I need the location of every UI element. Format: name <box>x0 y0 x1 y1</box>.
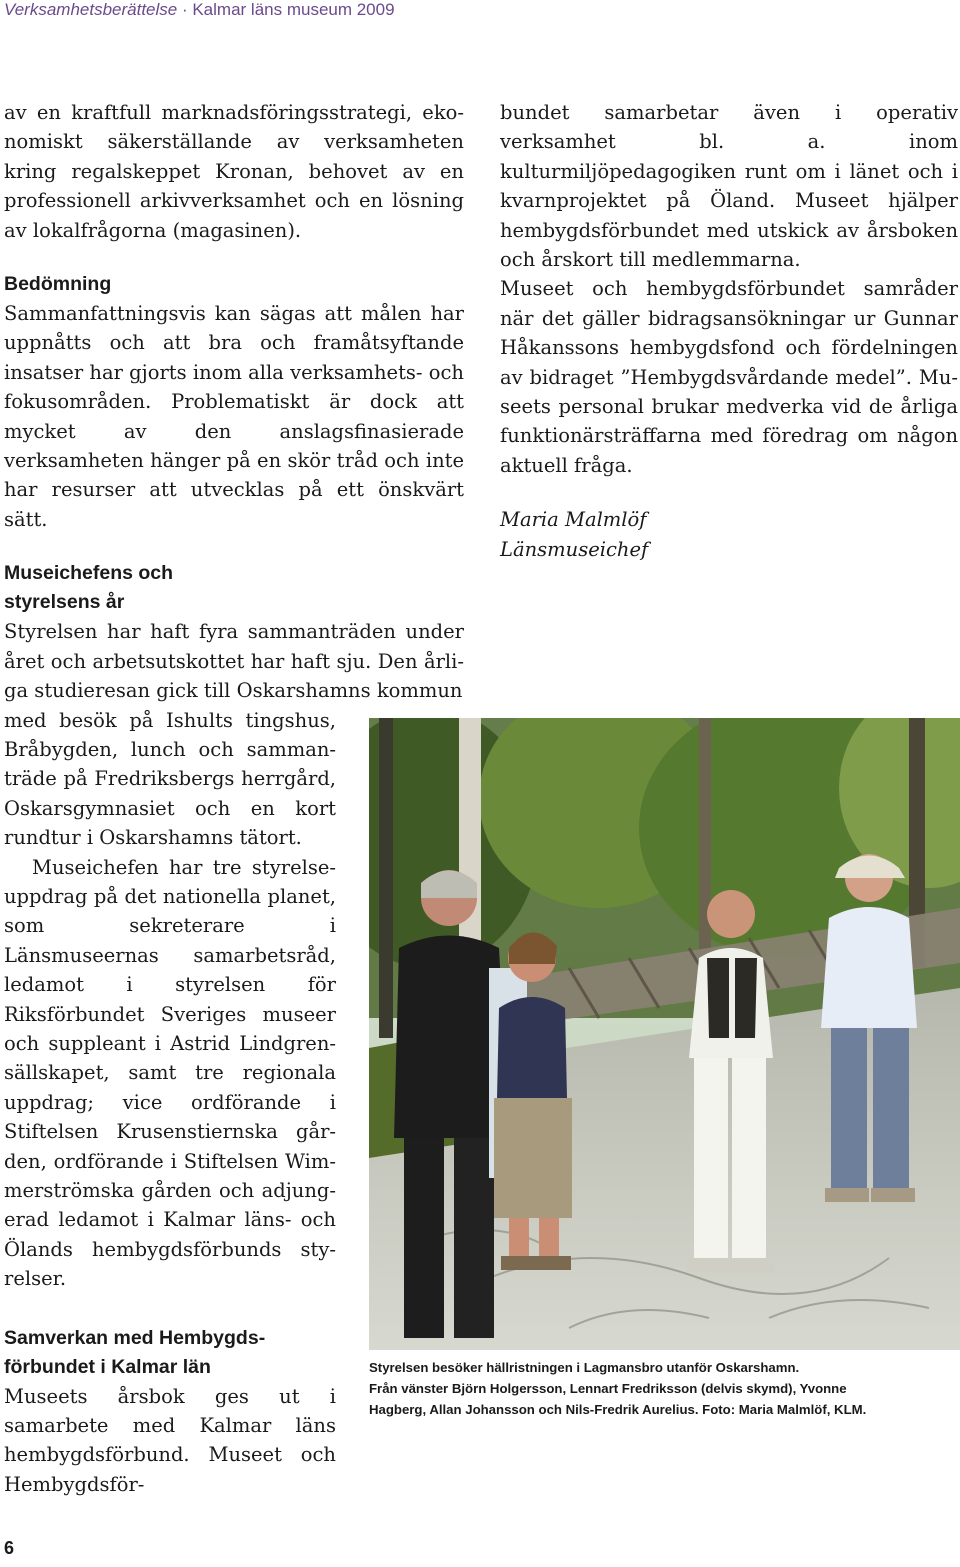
caption-line-1: Styrelsen besöker hällristningen i Lagmansbro utanför Oskarshamn. <box>369 1360 800 1375</box>
header-separator: · <box>177 0 193 19</box>
running-header <box>4 0 395 20</box>
board-paragraph-narrow: med besök på Ishults tingshus, Bråbygden, lunch och sammanträde på Fredriksbergs herrgård, Oskarsgymnasiet och en kort rundtur i Oskarshamns tätort. <box>4 708 336 850</box>
assessment-paragraph: Sammanfattningsvis kan sägas att målen har uppnåtts och att bra och framåtsyftande insatser har gjorts inom alla verksamhets- och fokusområden. Problematiskt är dock att mycket av den anslagsfinasierade verksamheten hänger på en skör tråd och inte har resurser att utvecklas på ett önskvärt sätt. <box>4 302 464 531</box>
director-paragraph: Museichefen har tre styrelseuppdrag på det nationella planet, som sekreterare i Länsmuseernas samarbetsråd, ledamot i styrelsen för Riksförbundet Sveriges museer och suppleant i Astrid Lindgren-sällskapet, samt tre regionala uppdrag; vice ordförande i Stiftelsen Krusenstiernska gården, ordförande i Stiftelsen Wimmerströmska gården och adjungerad ledamot i Kalmar läns- och Ölands hembygdsförbunds styrelser. <box>4 855 336 1291</box>
consultation-paragraph: Museet och hembygdsförbundet samråder när det gäller bidragsansökningar ur Gunnar Håkanssons hembygdsfond och fördelningen av bidraget ”Hembygdsvårdande medel”. Museets personal brukar medverka vid de årliga funktionärsträffarna med föredrag om någon aktuell fråga. <box>500 277 958 477</box>
assessment-heading: Bedömning <box>4 273 112 296</box>
group-photo <box>369 718 960 1350</box>
caption-line-3: Hagberg, Allan Johansson och Nils-Fredrik Aurelius. Foto: Maria Malmlöf, KLM. <box>369 1402 867 1417</box>
header-publication: Verksamhetsberättelse <box>4 0 178 19</box>
page-number: 6 <box>4 1538 15 1558</box>
intro-paragraph: av en kraftfull marknadsföringsstrategi, ekonomiskt säkerställande av verksamheten kring regalskeppet Kronan, behovet av en professionell arkivverksamhet och en lösning av lokalfrågorna (magasinen). <box>4 101 464 242</box>
board-paragraph: Styrelsen har haft fyra sammanträden under året och arbetsutskottet har haft sju. Den årliga studieresan gick till Oskarshamns kommun <box>4 620 464 703</box>
signature-title: Länsmuseichef <box>500 537 649 561</box>
coop-paragraph: Museets årsbok ges ut i samarbete med Kalmar läns hembygdsförbund. Museet och Hembygdsför- <box>4 1384 336 1496</box>
coop-heading: Samverkan med Hembygds- förbundet i Kalmar län <box>4 1326 266 1378</box>
coop-continued-paragraph: bundet samarbetar även i operativ verksamhet bl. a. inom kulturmiljöpedagogiken runt om i länet och i kvarnprojektet på Öland. Museet hjälper hembygdsförbundet med utskick av årsboken och årskort till medlemmarna. <box>500 101 959 272</box>
caption-line-2: Från vänster Björn Holgersson, Lennart Fredriksson (delvis skymd), Yvonne <box>369 1381 847 1396</box>
header-museum: Kalmar läns museum 2009 <box>192 0 395 19</box>
photo-illustration <box>369 718 960 1350</box>
photo-caption <box>369 1357 959 1420</box>
board-heading: Museichefens och styrelsens år <box>4 562 174 614</box>
signature-name: Maria Malmlöf <box>500 508 647 532</box>
right-column <box>500 98 958 564</box>
